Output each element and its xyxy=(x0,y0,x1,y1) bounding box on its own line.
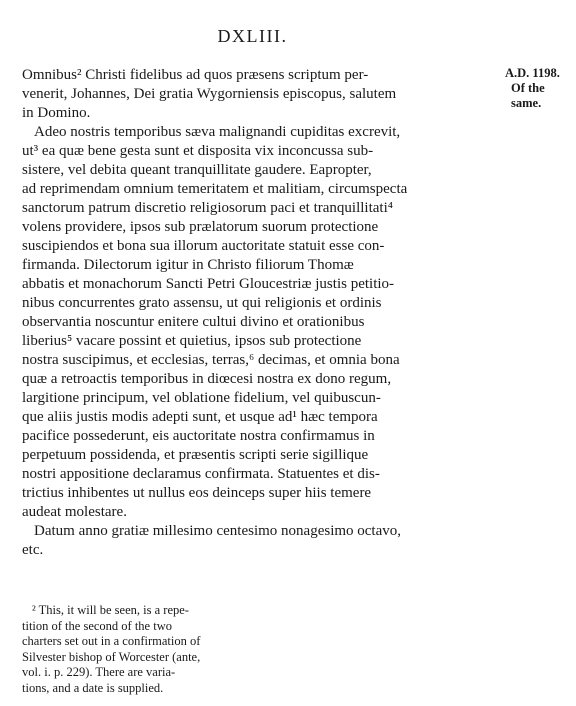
text-line: Omnibus² Christi fidelibus ad quos præsens scriptum per- xyxy=(22,67,369,83)
footnote xyxy=(22,603,262,696)
text-line: sanctorum patrum discretio religiosorum paci et tranquillitati⁴ xyxy=(22,200,393,216)
text-line: nostra suscipimus, et ecclesias, terras,⁶ decimas, et omnia bona xyxy=(22,352,400,368)
footnote-line: vol. i. p. 229). There are varia- xyxy=(22,665,176,679)
text-line: observantia noscuntur enitere cultui divino et orationibus xyxy=(22,314,365,330)
text-line: sistere, vel debita queant tranquillitate gaudere. Eapropter, xyxy=(22,162,372,178)
text-line: perpetuum possidenda, et præsentis scripti serie sigillique xyxy=(22,447,369,463)
margin-note xyxy=(505,66,575,111)
text-line: que aliis justis modis adepti sunt, et usque ad¹ hæc tempora xyxy=(22,409,378,425)
text-line: firmanda. Dilectorum igitur in Christo filiorum Thomæ xyxy=(22,257,354,273)
margin-note-date: A.D. 1198. xyxy=(505,66,560,80)
margin-note-line: Of the xyxy=(511,81,545,95)
footnote-line: ² This, it will be seen, is a repe- xyxy=(32,603,189,617)
margin-note-line: same. xyxy=(511,96,542,110)
text-line: liberius⁵ vacare possint et quietius, ipsos sub protectione xyxy=(22,333,362,349)
text-line: ut³ ea quæ bene gesta sunt et disposita vix inconcussa sub- xyxy=(22,143,374,159)
text-line: nibus concurrentes grato assensu, ut qui religionis et ordinis xyxy=(22,295,382,311)
text-line: suscipiendos et bona sua illorum auctoritate statuit esse con- xyxy=(22,238,385,254)
paragraph xyxy=(22,123,502,522)
text-line: audeat molestare. xyxy=(22,504,127,520)
text-line: venerit, Johannes, Dei gratia Wygorniensis episcopus, salutem xyxy=(22,86,397,102)
text-line: abbatis et monachorum Sancti Petri Gloucestriæ justis petitio- xyxy=(22,276,395,292)
text-line: quæ a retroactis temporibus in diœcesi nostra ex dono regum, xyxy=(22,371,392,387)
text-line: in Domino. xyxy=(22,105,91,121)
text-line: ad reprimendam omnium temeritatem et malitiam, circumspecta xyxy=(22,181,408,197)
paragraph xyxy=(22,66,502,123)
footnote-line: tions, and a date is supplied. xyxy=(22,680,164,695)
text-line: volens providere, ipsos sub prælatorum suorum protectione xyxy=(22,219,379,235)
charter-text xyxy=(22,66,502,560)
text-line: largitione principum, vel oblatione fidelium, vel quibuscun- xyxy=(22,390,381,406)
footnote-line: charters set out in a confirmation of xyxy=(22,634,201,648)
text-line: nostri appositione declaramus confirmata. Statuentes et dis- xyxy=(22,466,380,482)
text-line: trictius inhibentes ut nullus eos deinceps super hiis temere xyxy=(22,485,372,501)
footnote-line: Silvester bishop of Worcester (ante, xyxy=(22,649,201,664)
document-heading: DXLIII. xyxy=(217,26,288,46)
footnote-line: tition of the second of the two xyxy=(22,618,172,633)
text-line: pacifice possederunt, eis auctoritate nostra confirmamus in xyxy=(22,428,375,444)
text-line: etc. xyxy=(22,542,44,558)
paragraph xyxy=(22,522,502,560)
text-line: Datum anno gratiæ millesimo centesimo nonagesimo octavo, xyxy=(34,523,402,539)
text-line: Adeo nostris temporibus sæva malignandi cupiditas excrevit, xyxy=(34,124,401,140)
